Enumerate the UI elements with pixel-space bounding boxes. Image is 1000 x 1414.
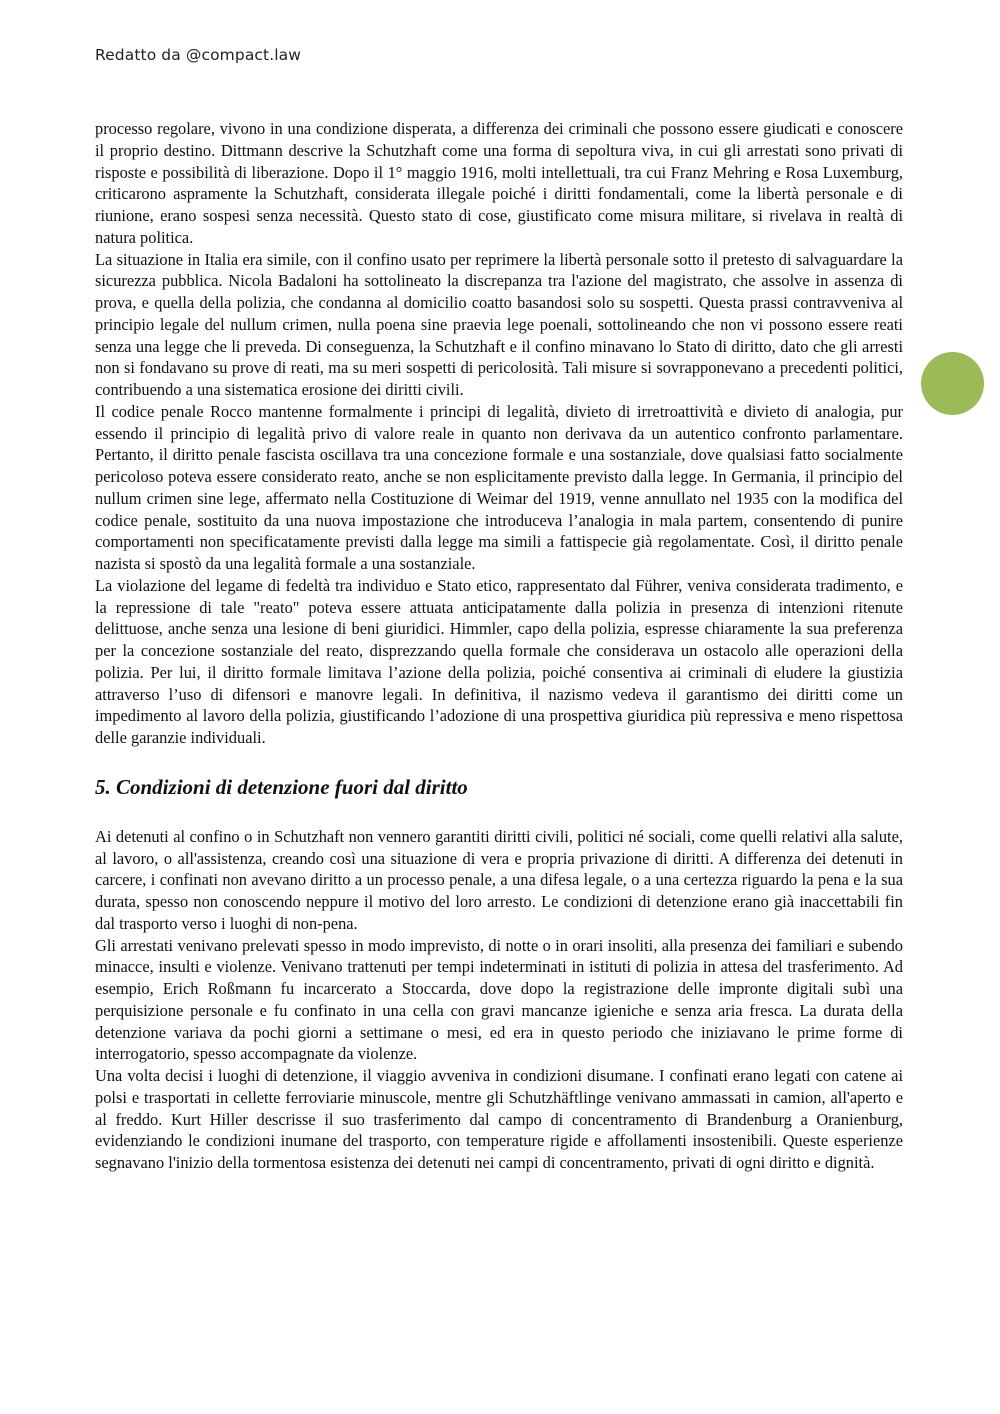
document-body (95, 118, 903, 1174)
green-circle-marker (921, 352, 984, 415)
page-header: Redatto da @compact.law (95, 46, 302, 64)
section-paragraph-2: Gli arrestati venivano prelevati spesso in modo imprevisto, di notte o in orari insoliti, alla presenza dei familiari e subendo minacce, insulti e violenze. Venivano trattenuti per tempi indeterminati in istituti di polizia in attesa del trasferimento. Ad esempio, Erich Roßmann fu incarcerato a Stoccarda, dove dopo la registrazione delle impronte digitali subì una perquisizione personale e fu confinato in una cella con gravi mancanze igieniche e senza aria fresca. La durata della detenzione variava da pochi giorni a settimane o mesi, ed era in questo periodo che iniziavano le prime forme di interrogatorio, spesso accompagnate da violenze. (95, 935, 903, 1064)
paragraph-1: processo regolare, vivono in una condizione disperata, a differenza dei criminali che possono essere giudicati e conoscere il proprio destino. Dittmann descrive la Schutzhaft come una forma di sepoltura viva, in cui gli arrestati sono privati di risposte e possibilità di liberazione. Dopo il 1° maggio 1916, molti intellettuali, tra cui Franz Mehring e Rosa Luxemburg, criticarono aspramente la Schutzhaft, considerata illegale poiché i diritti fondamentali, come la libertà personale e di riunione, erano sospesi senza necessità. Questo stato di cose, giustificato come misura militare, si rivelava in realtà di natura politica. (95, 119, 903, 247)
paragraph-2: La situazione in Italia era simile, con il confino usato per reprimere la libertà personale sotto il pretesto di salvaguardare la sicurezza pubblica. Nicola Badaloni ha sottolineato la discrepanza tra l'azione del magistrato, che assolve in assenza di prova, e quella della polizia, che condanna al domicilio coatto basandosi solo su sospetti. Questa prassi contravveniva al principio legale del nullum crimen, nulla poena sine praevia lege poenali, sottolineando che non vi possono essere reati senza una legge che li preveda. Di conseguenza, la Schutzhaft e il confino minavano lo Stato di diritto, dato che gli arresti non si fondavano su prove di reati, ma su meri sospetti di pericolosità. Tali misure si sovrapponevano a precedenti politici, contribuendo a una sistematica erosione dei diritti civili. (95, 249, 903, 399)
paragraph-4: La violazione del legame di fedeltà tra individuo e Stato etico, rappresentato dal Führer, veniva considerata tradimento, e la repressione di tale "reato" poteva essere attuata anticipatamente dalla polizia in presenza di intenzioni ritenute delittuose, anche senza una lesione di beni giuridici. Himmler, capo della polizia, espresse chiaramente la sua preferenza per la concezione sostanziale del reato, disprezzando quella formale che considerava un ostacolo alle operazioni della polizia. Per lui, il diritto formale limitava l’azione della polizia, poiché consentiva ai criminali di eludere la giustizia attraverso l’uso di difensori e manovre legali. In definitiva, il nazismo vedeva il garantismo dei diritti come un impedimento al lavoro della polizia, giustificando l’adozione di una prospettiva giuridica più repressiva e meno rispettosa delle garanzie individuali. (95, 575, 903, 747)
section-heading: 5. Condizioni di detenzione fuori dal diritto (95, 774, 468, 799)
section-paragraph-3: Una volta decisi i luoghi di detenzione, il viaggio avveniva in condizioni disumane. I confinati erano legati con catene ai polsi e trasportati in cellette ferroviarie minuscole, mentre gli Schutzhäftlinge venivano ammassati in camion, all'aperto e al freddo. Kurt Hiller descrisse il suo trasferimento dal campo di concentramento di Brandenburg a Oranienburg, evidenziando le condizioni inumane del trasporto, con temperature rigide e affollamenti insostenibili. Queste esperienze segnavano l'inizio della tormentosa esistenza dei detenuti nei campi di concentramento, privati di ogni diritto e dignità. (95, 1066, 903, 1172)
paragraph-3: Il codice penale Rocco mantenne formalmente i principi di legalità, divieto di irretroattività e divieto di analogia, pur essendo il principio di legalità privo di valore reale in quanto non derivava da un autentico confronto parlamentare. Pertanto, il diritto penale fascista oscillava tra una concezione formale e una sostanziale, dove qualsiasi fatto socialmente pericoloso poteva essere considerato reato, anche se non esplicitamente previsto dalla legge. In Germania, il principio del nullum crimen sine lege, affermato nella Costituzione di Weimar del 1919, venne annullato nel 1935 con la modifica del codice penale, sostituito da una nuova impostazione che introduceva l’analogia in mala partem, consentendo di punire comportamenti non specificatamente previsti dalla legge ma simili a fattispecie già regolamentate. Così, il diritto penale nazista si spostò da una legalità formale a una sostanziale. (95, 401, 903, 573)
section-paragraph-1: Ai detenuti al confino o in Schutzhaft non vennero garantiti diritti civili, politici né sociali, come quelli relativi alla salute, al lavoro, o all'assistenza, creando così una situazione di vera e propria privazione di diritti. A differenza dei detenuti in carcere, i confinati non avevano diritto a un processo penale, a una difesa legale, o a una certezza riguardo la pena e la sua durata, spesso non conoscendo neppure il motivo del loro arresto. Le condizioni di detenzione erano già inaccettabili fin dal trasporto verso i luoghi di non-pena. (95, 826, 903, 933)
section-body (95, 826, 903, 1174)
